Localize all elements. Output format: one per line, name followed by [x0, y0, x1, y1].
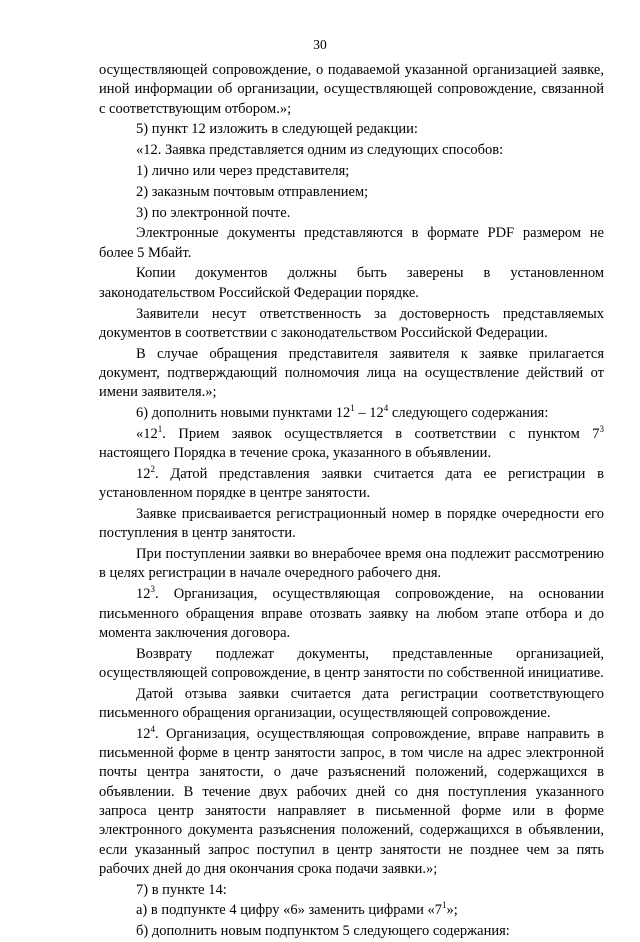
- superscript: 1: [441, 900, 447, 911]
- text-run: 12: [136, 465, 151, 482]
- paragraph: Возврату подлежат документы, представленные организацией, осуществляющей сопровождение, в центр занятости по собственной инициативе.: [99, 645, 604, 681]
- text-run: 12: [136, 586, 151, 603]
- paragraph: [99, 901, 604, 920]
- paragraph: [99, 404, 604, 423]
- paragraph: При поступлении заявки во внерабочее время она подлежит рассмотрению в целях регистрации в начале очередного рабочего дня.: [99, 546, 604, 582]
- text-run: . Организация, осуществляющая сопровождение, вправе направить в письменной форме в центр занятости запрос, в том числе на адрес электронной почты центра занятости, о даче разъяснений положений, содержащихся в объявлении. В течение двух рабочих дней со дня поступления указанного запроса центр занятости направляет в письменной форме или в форме электронного документа разъяснения положений, содержащихся в объявлении, если указанный запрос поступил в центр занятости не позднее чем за пять рабочих дней до дня окончания срока подачи заявки.»;: [99, 725, 604, 877]
- text-run: . Организация, осуществляющая сопровождение, на основании письменного обращения вправе отозвать заявку на любом этапе отбора и до момента заключения договора.: [99, 586, 604, 641]
- paragraph: Датой отзыва заявки считается дата регистрации соответствующего письменного обращения организации, осуществляющей сопровождение.: [99, 685, 604, 721]
- text-run: настоящего Порядка в течение срока, указанного в объявлении.: [99, 445, 492, 462]
- paragraph: 5) пункт 12 изложить в следующей редакции:: [136, 121, 418, 138]
- superscript: 1: [157, 423, 163, 434]
- superscript: 2: [150, 463, 155, 474]
- text-run: следующего содержания:: [388, 405, 549, 422]
- paragraph: [99, 585, 604, 643]
- paragraph: 1) лично или через представителя;: [136, 162, 350, 179]
- paragraph: «12. Заявка представляется одним из следующих способов:: [136, 142, 504, 159]
- paragraph: [99, 465, 604, 504]
- paragraph: Заявители несут ответственность за достоверность представляемых документов в соответствии с законодательством Российской Федерации.: [99, 305, 604, 341]
- superscript: 3: [599, 423, 604, 434]
- paragraph: [99, 425, 604, 464]
- superscript: 4: [150, 723, 155, 734]
- text-run: а) в подпункте 4 цифру «6» заменить цифрами «7: [136, 902, 442, 919]
- text-run: . Прием заявок осуществляется в соответствии с пунктом 7: [162, 425, 600, 442]
- paragraph: 3) по электронной почте.: [136, 204, 291, 221]
- superscript: 1: [350, 403, 355, 414]
- text-run: 12: [136, 725, 151, 742]
- paragraph: б) дополнить новым подпунктом 5 следующего содержания:: [136, 923, 510, 940]
- text-run: 6) дополнить новыми пунктами 12: [136, 405, 351, 422]
- text-run: . Датой представления заявки считается дата ее регистрации в установленном порядке в центре занятости.: [99, 465, 604, 502]
- superscript: 3: [150, 584, 155, 595]
- text-run: «12: [136, 425, 158, 442]
- paragraph: Копии документов должны быть заверены в установленном законодательством Российской Федерации порядке.: [99, 265, 604, 301]
- document-body: [99, 61, 604, 942]
- paragraph: 7) в пункте 14:: [136, 881, 227, 898]
- page-number: 30: [313, 37, 327, 52]
- paragraph: [99, 725, 604, 879]
- paragraph: осуществляющей сопровождение, о подаваемой указанной организацией заявке, иной информации об организации, осуществляющей сопровождение, связанной с соответствующим отбором.»;: [99, 62, 604, 117]
- superscript: 4: [383, 403, 389, 414]
- text-run: »;: [446, 902, 458, 919]
- text-run: – 12: [354, 405, 384, 422]
- paragraph: Заявке присваивается регистрационный номер в порядке очередности его поступления в центр занятости.: [99, 506, 604, 542]
- paragraph: В случае обращения представителя заявителя к заявке прилагается документ, подтверждающий полномочия лица на осуществление действий от имени заявителя.»;: [99, 345, 604, 401]
- paragraph: 2) заказным почтовым отправлением;: [136, 183, 369, 200]
- paragraph: Электронные документы представляются в формате PDF размером не более 5 Мбайт.: [99, 225, 604, 261]
